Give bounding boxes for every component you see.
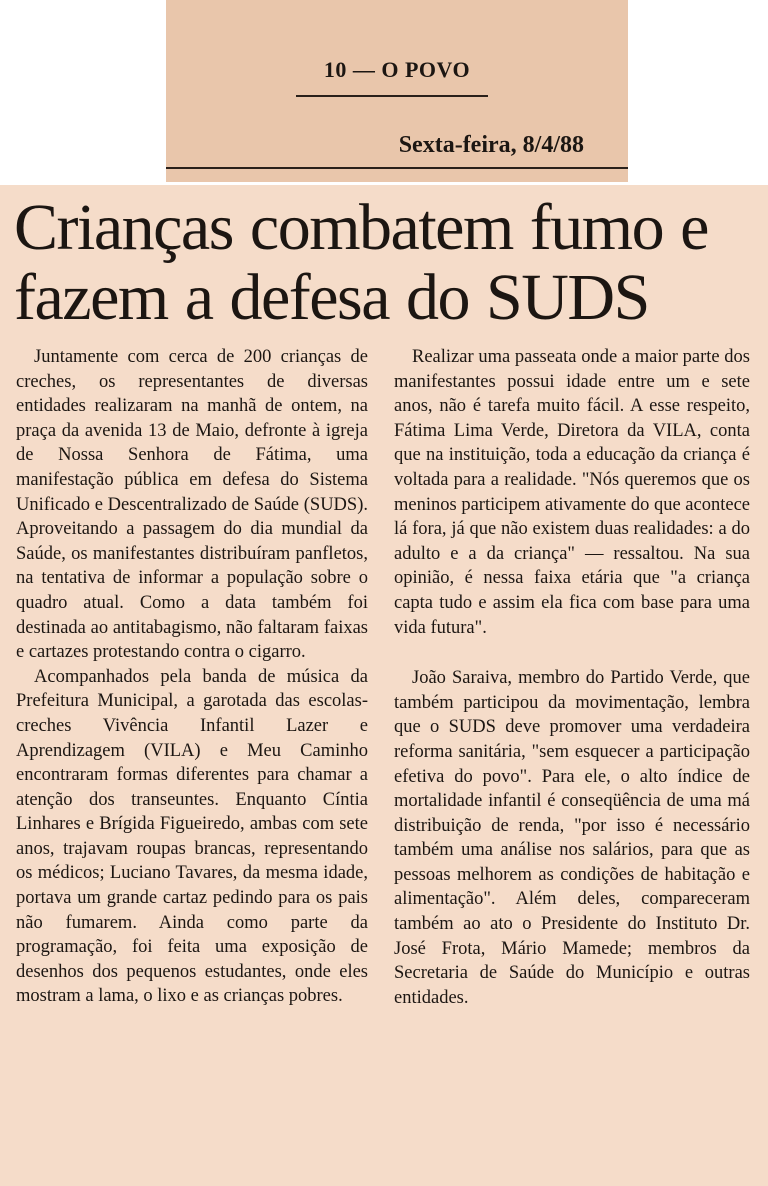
article-paragraph: Acompanhados pela banda de música da Prefeitura Municipal, a garotada das escolas-creches Vivência Infantil Lazer e Aprendizagem (VILA) e Meu Caminho encontraram formas diferentes para chamar a atenção dos transeuntes. Enquanto Cíntia Linhares e Brígida Figueiredo, ambas com sete anos, trajavam roupas brancas, representando os médicos; Luciano Tavares, da mesma idade, portava um grande cartaz pedindo para os pais não fumarem. Ainda como parte da programação, foi feita uma exposição de desenhos dos pequenos estudantes, onde eles mostram a lama, o lixo e as crianças pobres. [16,666,368,1007]
page-reference-rule [296,95,488,97]
article-paragraph: Juntamente com cerca de 200 crianças de creches, os representantes de diversas entidades realizaram na manhã de ontem, na praça da avenida 13 de Maio, defronte à igreja de Nossa Senhora de Fátima, uma manifestação pública em defesa do Sistema Unificado e Descentralizado de Saúde (SUDS). Aproveitando a passagem do dia mundial da Saúde, os manifestantes distribuíram panfletos, na tentativa de informar a população sobre o quadro atual. Como a data também foi destinada ao antitabagismo, não faltaram faixas e cartazes protestando contra o cigarro. [16,347,368,663]
page-reference: 10 — O POVO [323,57,471,82]
masthead-clipping [166,0,628,182]
publication-date: Sexta-feira, 8/4/88 [398,132,584,158]
article-column-left [16,345,368,1009]
article-column-right [394,345,750,1010]
article-clipping [0,185,768,1186]
article-paragraph: Realizar uma passeata onde a maior parte dos manifestantes possui idade entre um e sete anos, não é tarefa muito fácil. A esse respeito, Fátima Lima Verde, Diretora da VILA, conta que na instituição, toda a educação da criança é voltada para a realidade. "Nós queremos que os meninos participem ativamente do que acontece lá fora, já que não existem duas realidades: a do adulto e a da criança" — ressaltou. Na sua opinião, é nessa faixa etária que "a criança capta tudo e assim ela fica com base para uma vida futura". [394,347,750,638]
headline: Crianças combatem fumo e fazem a defesa do SUDS [14,191,708,334]
article-paragraph: João Saraiva, membro do Partido Verde, que também participou da movimentação, lembra que o SUDS deve promover uma verdadeira reforma sanitária, "sem esquecer a participação efetiva do povo". Para ele, o alto índice de mortalidade infantil é conseqüência de uma má distribuição de renda, "por isso é necessário também uma análise nos salários, para que as pessoas melhorem as condições de habitação e alimentação". Além deles, compareceram também ao ato o Presidente do Instituto Dr. José Frota, Mário Mamede; membros da Secretaria de Saúde do Município e outras entidades. [394,668,750,1008]
date-rule [166,167,628,169]
